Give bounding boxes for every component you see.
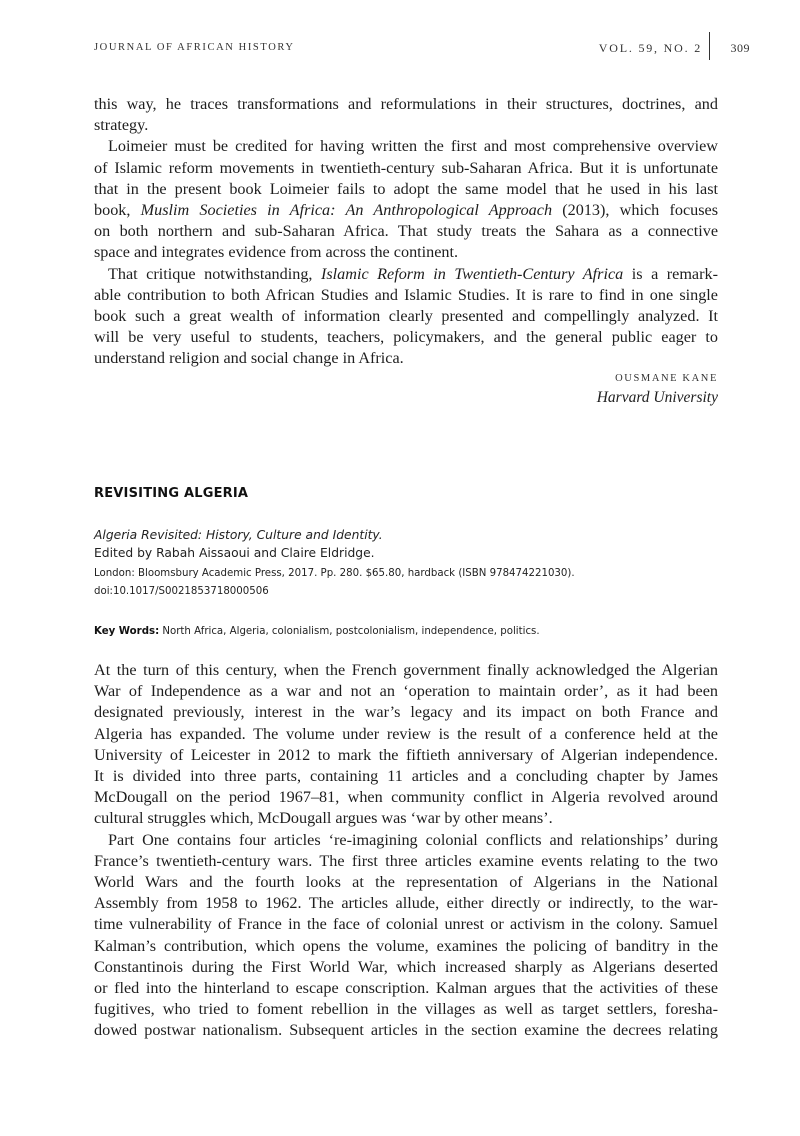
text-line (94, 158, 718, 179)
text-line (94, 136, 718, 157)
text-line (94, 285, 718, 306)
text-segment: Loimeier must be credited for having written the first and most comprehensive overview (108, 137, 718, 156)
text-line (94, 830, 718, 851)
text-line (94, 348, 718, 369)
italic-title: Islamic Reform in Twentieth-Century Africa (320, 264, 624, 283)
text-line (94, 242, 718, 263)
text-line (94, 264, 718, 285)
text-segment: War of Independence as a war and not an ‘operation to maintain order’, as it had been (94, 682, 718, 701)
text-line (94, 787, 718, 808)
text-line (94, 327, 718, 348)
text-line (94, 872, 718, 893)
text-line (94, 808, 718, 829)
text-segment: (2013), which focuses (552, 201, 719, 219)
book-title: Algeria Revisited: History, Culture and Identity. (94, 528, 383, 542)
text-segment: is a remark- (623, 264, 718, 283)
page-number: 309 (730, 41, 750, 55)
text-line (94, 724, 718, 745)
text-line (94, 221, 718, 242)
text-line (94, 978, 718, 999)
keywords (94, 626, 540, 637)
text-line (94, 115, 718, 136)
text-line (94, 1020, 718, 1041)
text-segment: designated previously, interest in the war’s legacy and its impact on both France and (94, 703, 718, 722)
text-segment: Assembly from 1958 to 1962. The articles allude, either directly or indirectly, to the war- (94, 894, 718, 913)
header-divider (709, 32, 710, 60)
text-segment: of Islamic reform movements in twentieth-century sub-Saharan Africa. But it is unfortunate (94, 158, 718, 177)
text-segment: fugitives, who tried to foment rebellion in the villages as well as target settlers, foresha- (94, 1000, 718, 1019)
text-segment: University of Leicester in 2012 to mark the fiftieth anniversary of Algerian independence. (94, 745, 718, 764)
text-segment: It is divided into three parts, containing 11 articles and a concluding chapter by James (94, 767, 718, 785)
text-segment: strategy. (94, 116, 149, 135)
text-line (94, 702, 718, 723)
text-segment: able contribution to both African Studies and Islamic Studies. It is rare to find in one single (94, 285, 718, 304)
text-line (94, 936, 718, 957)
text-line (94, 681, 718, 702)
text-segment: France’s twentieth-century wars. The first three articles examine events relating to the two (94, 851, 718, 870)
keywords-label: Key Words: (94, 626, 160, 637)
running-header (94, 40, 750, 58)
text-line (94, 94, 718, 115)
text-segment: or fled into the hinterland to escape conscription. Kalman argues that the activities of these (94, 979, 718, 997)
journal-title: JOURNAL OF AFRICAN HISTORY (94, 42, 295, 53)
text-segment: cultural struggles which, McDougall argues was ‘war by other means’. (94, 809, 553, 828)
text-segment: on both northern and sub-Saharan Africa. That study treats the Sahara as a connective (94, 222, 718, 241)
reviewer-affiliation: Harvard University (596, 389, 718, 406)
text-line (94, 851, 718, 872)
text-segment: At the turn of this century, when the French government finally acknowledged the Algerian (94, 661, 718, 679)
doi-link[interactable]: doi:10.1017/S0021853718000506 (94, 586, 269, 597)
keywords-list: North Africa, Algeria, colonialism, postcolonialism, independence, politics. (162, 626, 540, 637)
text-segment: understand religion and social change in Africa. (94, 349, 404, 368)
text-line (94, 660, 718, 681)
text-line (94, 893, 718, 914)
text-segment: will be very useful to students, teachers, policymakers, and the general public eager to (94, 328, 718, 347)
text-segment: Part One contains four articles ‘re-imagining colonial conflicts and relationships’ during (108, 830, 718, 849)
text-line (94, 999, 718, 1020)
text-segment: World Wars and the fourth looks at the representation of Algerians in the National (94, 873, 718, 891)
text-segment: space and integrates evidence from across the continent. (94, 243, 459, 262)
book-editors: Edited by Rabah Aissaoui and Claire Eldridge. (94, 546, 375, 560)
text-line (94, 306, 718, 327)
text-segment: book, (94, 201, 141, 219)
text-line (94, 914, 718, 935)
text-segment: this way, he traces transformations and reformulations in their structures, doctrines, and (94, 95, 718, 113)
text-line (94, 200, 718, 221)
publication-details: London: Bloomsbury Academic Press, 2017. Pp. 280. $65.80, hardback (ISBN 978474221030). (94, 568, 575, 579)
text-segment: book such a great wealth of information clearly presented and compellingly analyzed. It (94, 307, 718, 325)
text-segment: time vulnerability of France in the face of colonial unrest or activism in the colony. Samuel (94, 915, 718, 934)
text-segment: that in the present book Loimeier fails to adopt the same model that he used in his last (94, 179, 718, 198)
text-line (94, 745, 718, 766)
text-segment: That critique notwithstanding, (108, 264, 321, 283)
reviewer-name: OUSMANE KANE (615, 373, 718, 384)
text-line (94, 957, 718, 978)
section-heading: REVISITING ALGERIA (94, 486, 249, 501)
text-segment: Algeria has expanded. The volume under review is the result of a conference held at the (94, 724, 718, 743)
text-segment: Kalman’s contribution, which opens the volume, examines the policing of banditry in the (94, 936, 718, 955)
volume-issue: VOL. 59, NO. 2 (598, 41, 702, 55)
italic-title: Muslim Societies in Africa: An Anthropological Approach (140, 201, 553, 219)
text-segment: dowed postwar nationalism. Subsequent articles in the section examine the decrees relating (94, 1021, 718, 1040)
text-line (94, 179, 718, 200)
text-segment: Constantinois during the First World War, which increased sharply as Algerians deserted (94, 957, 718, 976)
text-segment: McDougall on the period 1967–81, when community conflict in Algeria revolved around (94, 788, 718, 807)
text-line (94, 766, 718, 787)
